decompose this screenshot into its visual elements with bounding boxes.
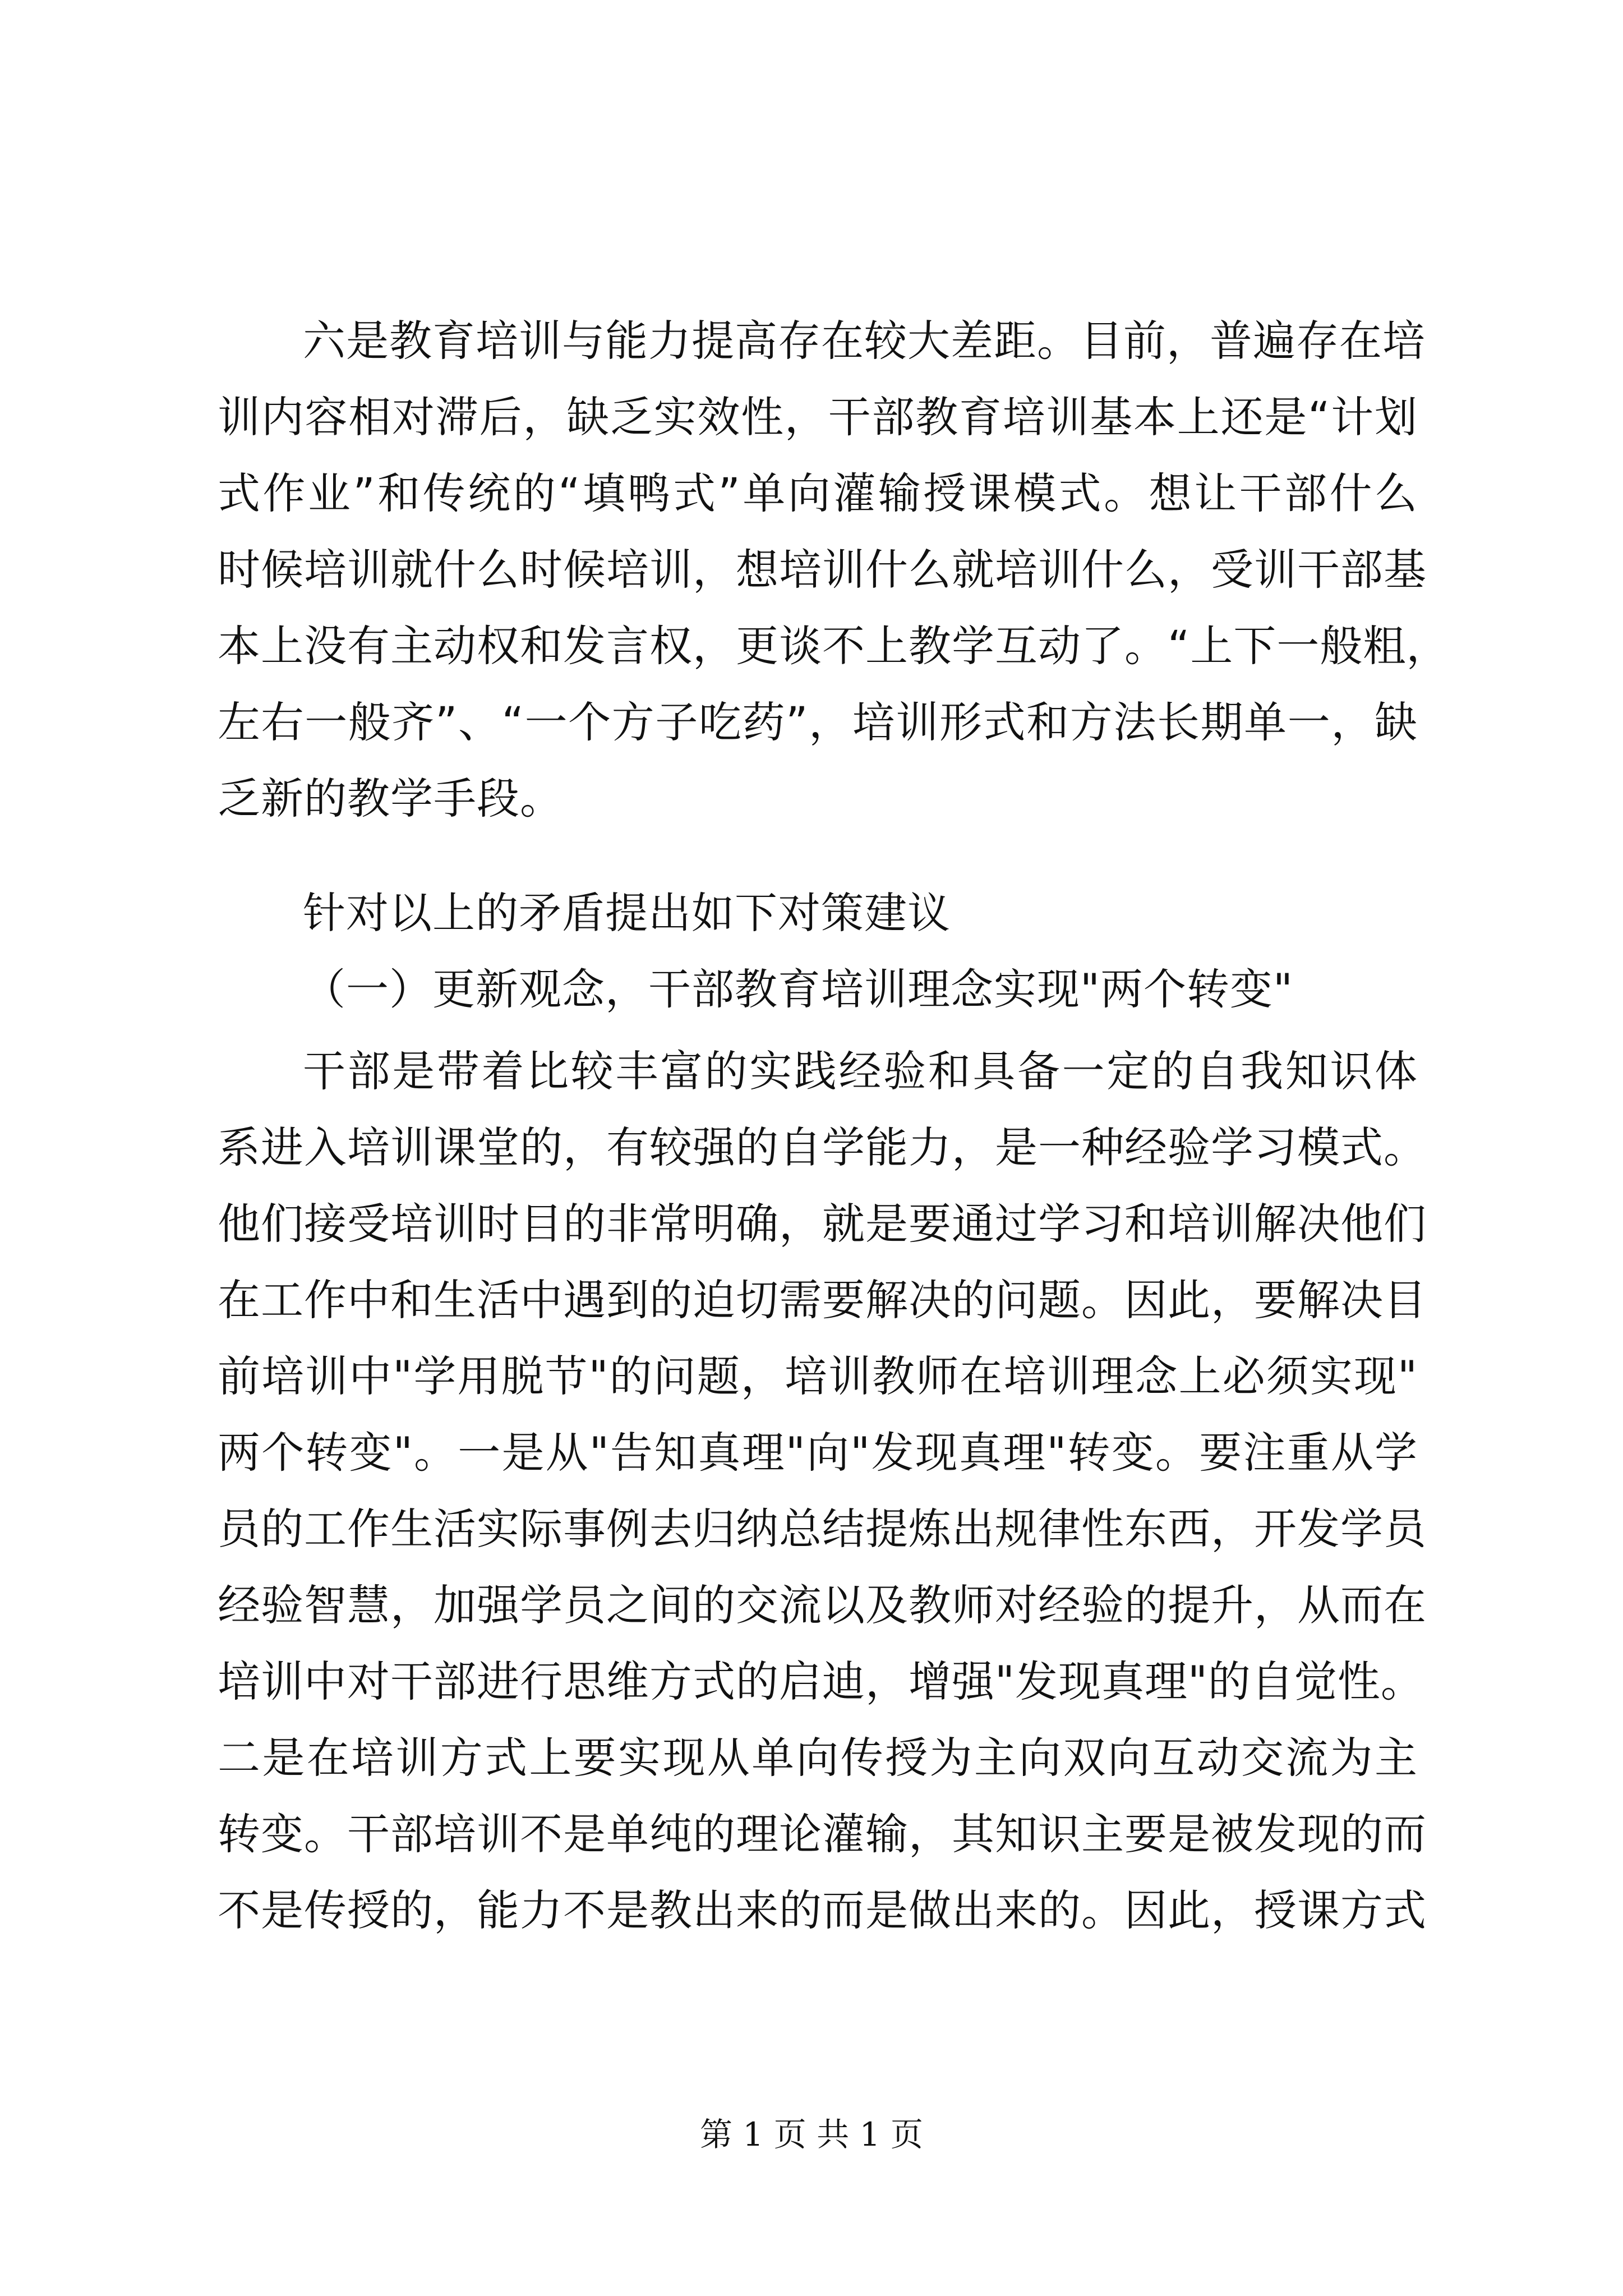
paragraph-line: 左右一般齐”、“一个方子吃药”，培训形式和方法长期单一，缺: [218, 697, 1418, 747]
paragraph-line: 二是在培训方式上要实现从单向传授为主向双向互动交流为主: [218, 1733, 1418, 1783]
paragraph-line: 前培训中"学用脱节"的问题，培训教师在培训理念上必须实现": [218, 1351, 1418, 1401]
paragraph-line: 他们接受培训时目的非常明确，就是要通过学习和培训解决他们: [218, 1199, 1427, 1249]
paragraph-line: 培训中对干部进行思维方式的启迪，增强"发现真理"的自觉性。: [218, 1657, 1424, 1706]
paragraph-line: 员的工作生活实际事例去归纳总结提炼出规律性东西，开发学员: [218, 1504, 1427, 1554]
paragraph-line: 乏新的教学手段。: [218, 774, 563, 823]
heading-line: （一）更新观念，干部教育培训理念实现"两个转变": [303, 964, 1293, 1014]
paragraph-line: 两个转变"。一是从"告知真理"向"发现真理"转变。要注重从学: [218, 1428, 1418, 1478]
paragraph-line: 时候培训就什么时候培训，想培训什么就培训什么，受训干部基: [218, 545, 1427, 595]
paragraph-line: 系进入培训课堂的，有较强的自学能力，是一种经验学习模式。: [218, 1122, 1427, 1172]
paragraph-line: 干部是带着比较丰富的实践经验和具备一定的自我知识体: [303, 1046, 1418, 1096]
paragraph-line: 不是传授的，能力不是教出来的而是做出来的。因此，授课方式: [218, 1885, 1427, 1935]
paragraph-line: 在工作中和生活中遇到的迫切需要解决的问题。因此，要解决目: [218, 1275, 1427, 1325]
page-footer: 第 1 页 共 1 页: [700, 2115, 923, 2154]
paragraph-line: 式作业”和传统的“填鸭式”单向灌输授课模式。想让干部什么: [218, 468, 1418, 518]
paragraph-line: 针对以上的矛盾提出如下对策建议: [303, 888, 951, 938]
paragraph-line: 本上没有主动权和发言权，更谈不上教学互动了。“上下一般粗，: [218, 621, 1450, 671]
paragraph-line: 六是教育培训与能力提高存在较大差距。目前，普遍存在培: [303, 316, 1426, 366]
paragraph-line: 经验智慧，加强学员之间的交流以及教师对经验的提升，从而在: [218, 1580, 1427, 1630]
paragraph-line: 转变。干部培训不是单纯的理论灌输，其知识主要是被发现的而: [218, 1809, 1427, 1859]
paragraph-line: 训内容相对滞后，缺乏实效性，干部教育培训基本上还是“计划: [218, 392, 1418, 442]
